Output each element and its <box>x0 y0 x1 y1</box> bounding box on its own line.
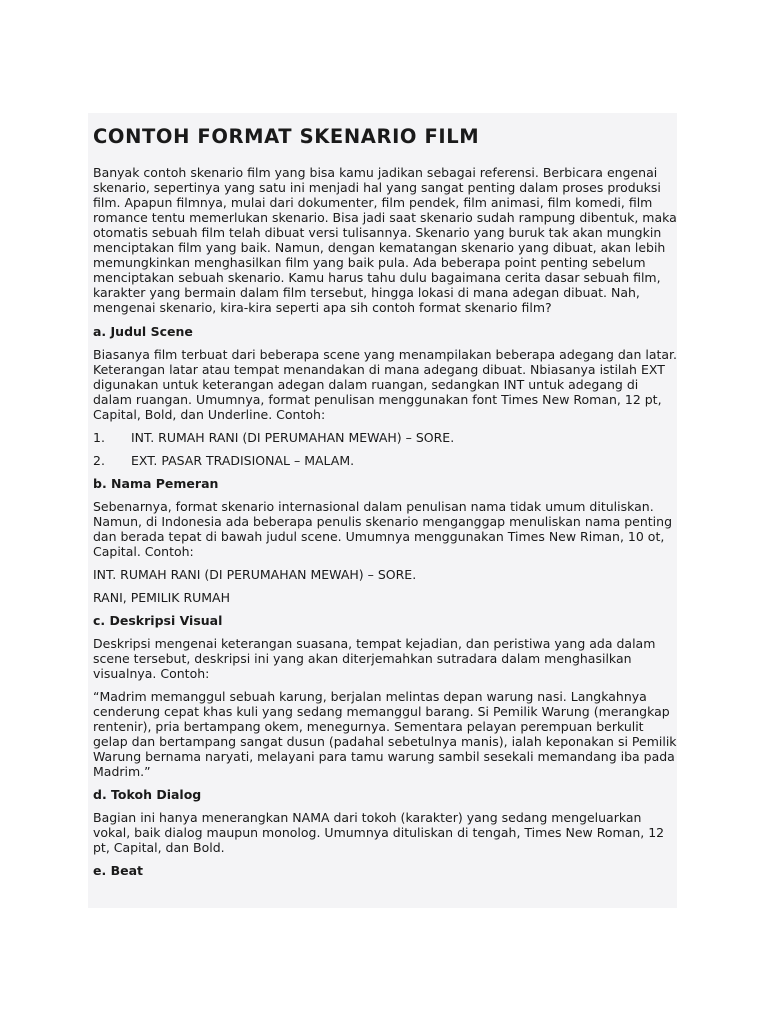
list-item-number: 1. <box>93 430 105 445</box>
list-item <box>93 430 677 445</box>
list-item-text: INT. RUMAH RANI (DI PERUMAHAN MEWAH) – SORE. <box>131 430 455 445</box>
example-character-line: RANI, PEMILIK RUMAH <box>93 590 231 605</box>
list-item <box>93 453 677 468</box>
section-body-nama-pemeran: Sebenarnya, format skenario internasional dalam penulisan nama tidak umum dituliskan. Namun, di Indonesia ada beberapa penulis skenario menganggap menuliskan nama penting dan berada tepat di bawah judul scene. Umumnya menggunakan Times New Riman, 10 ot, Capital. Contoh: <box>93 499 672 559</box>
document-content <box>93 125 677 886</box>
section-heading-nama-pemeran: b. Nama Pemeran <box>93 476 219 491</box>
intro-paragraph: Banyak contoh skenario film yang bisa kamu jadikan sebagai referensi. Berbicara engenai skenario, sepertinya yang satu ini menjadi hal yang sangat penting dalam proses produksi film. Apapun filmnya, mulai dari dokumenter, film pendek, film animasi, film komedi, film romance tentu memerlukan skenario. Bisa jadi saat skenario sudah rampung dibentuk, maka otomatis sebuah film telah dibuat versi tulisannya. Skenario yang buruk tak akan mungkin menciptakan film yang baik. Namun, dengan kematangan skenario yang dibuat, akan lebih memungkinkan menghasilkan film yang baik pula. Ada beberapa point penting sebelum menciptakan sebuah skenario. Kamu harus tahu dulu bagaimana cerita dasar sebuah film, karakter yang bermain dalam film tersebut, hingga lokasi di mana adegan dibuat. Nah, mengenai skenario, kira-kira seperti apa sih contoh format skenario film? <box>93 165 677 315</box>
example-scene-line: INT. RUMAH RANI (DI PERUMAHAN MEWAH) – SORE. <box>93 567 417 582</box>
section-heading-judul-scene: a. Judul Scene <box>93 324 193 339</box>
list-item-text: EXT. PASAR TRADISIONAL – MALAM. <box>131 453 355 468</box>
section-heading-deskripsi-visual: c. Deskripsi Visual <box>93 613 223 628</box>
section-body-deskripsi-visual: Deskripsi mengenai keterangan suasana, tempat kejadian, dan peristiwa yang ada dalam scene tersebut, deskripsi ini yang akan diterjemahkan sutradara dalam menghasilkan visualnya. Contoh: <box>93 636 656 681</box>
list-item-number: 2. <box>93 453 105 468</box>
document-title: CONTOH FORMAT SKENARIO FILM <box>93 125 480 148</box>
document-page <box>88 113 677 908</box>
section-body-judul-scene: Biasanya film terbuat dari beberapa scene yang menampilakan beberapa adegang dan latar. Keterangan latar atau tempat menandakan di mana adegang dibuat. Nbiasanya istilah EXT digunakan untuk keterangan adegan dalam ruangan, sedangkan INT untuk adegang di dalam ruangan. Umumnya, format penulisan menggunakan font Times New Roman, 12 pt, Capital, Bold, dan Underline. Contoh: <box>93 347 677 422</box>
section-body-tokoh-dialog: Bagian ini hanya menerangkan NAMA dari tokoh (karakter) yang sedang mengeluarkan vokal, baik dialog maupun monolog. Umumnya dituliskan di tengah, Times New Roman, 12 pt, Capital, dan Bold. <box>93 810 665 855</box>
section-heading-tokoh-dialog: d. Tokoh Dialog <box>93 787 202 802</box>
section-heading-beat: e. Beat <box>93 863 143 878</box>
example-quote: “Madrim memanggul sebuah karung, berjalan melintas depan warung nasi. Langkahnya cenderung cepat khas kuli yang sedang memanggul barang. Si Pemilik Warung (merangkap rentenir), pria bertampang okem, menegurnya. Sementara pelayan perempuan berkulit gelap dan bertampang sangat dusun (padahal sebetulnya manis), ialah keponakan si Pemilik Warung bernama naryati, melayani para tamu warung sambil sesekali memandang iba pada Madrim.” <box>93 689 677 779</box>
